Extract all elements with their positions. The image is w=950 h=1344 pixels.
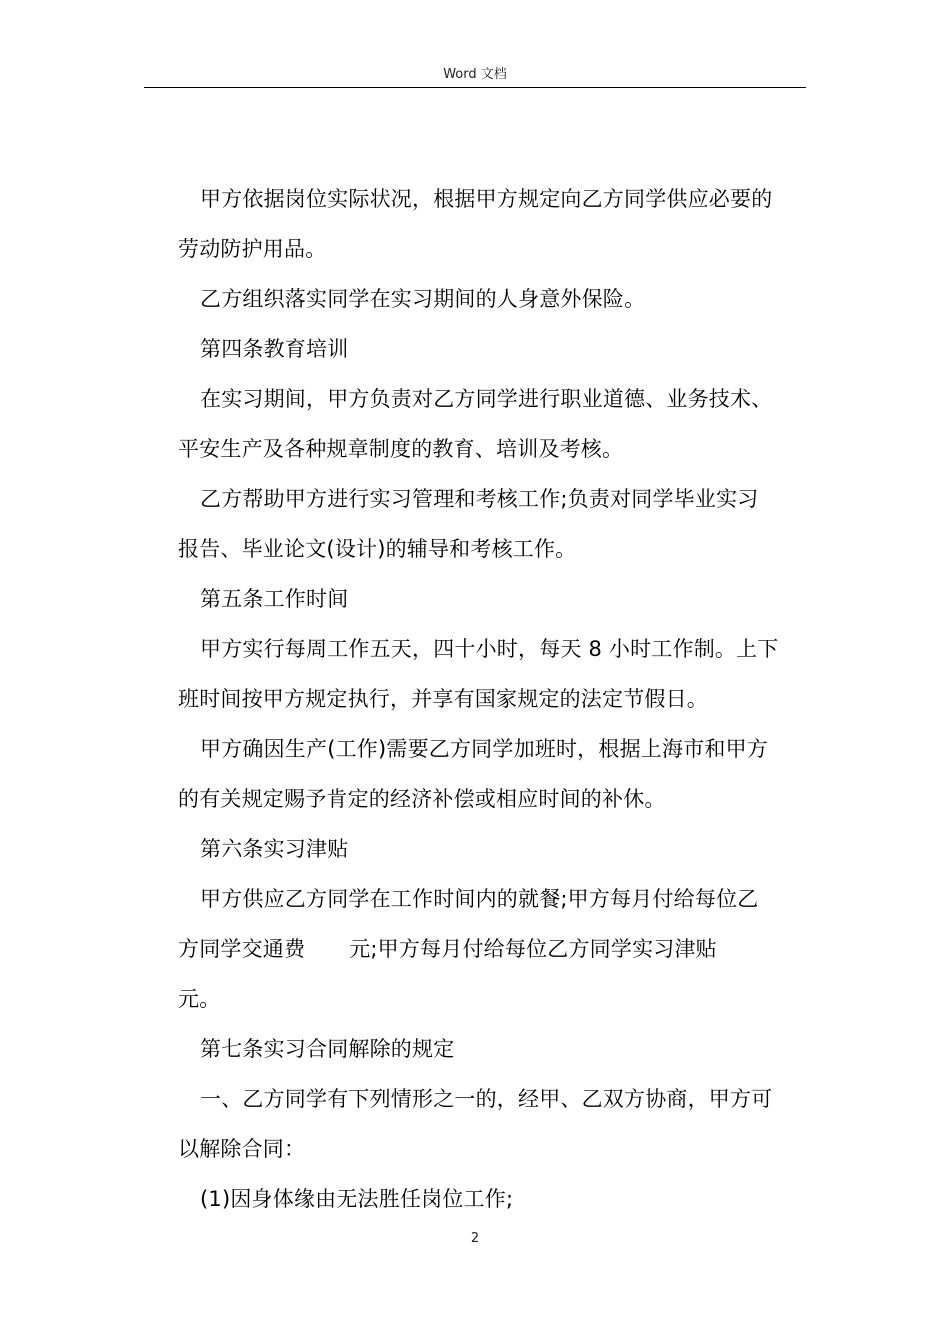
paragraph-line: (1)因身体缘由无法胜任岗位工作; [200, 1187, 514, 1211]
page-number: 2 [470, 1231, 480, 1246]
line-segment: 方同学交通费 [178, 937, 306, 961]
line-segment: 元;甲方每月付给每位乙方同学实习津贴 [349, 937, 717, 961]
paragraph-line: 元。 [178, 987, 221, 1011]
paragraph-line: 甲方依据岗位实际状况，根据甲方规定向乙方同学供应必要的 [200, 187, 773, 211]
paragraph-line: 乙方组织落实同学在实习期间的人身意外保险。 [200, 287, 646, 311]
page-header: Word 文档 [443, 67, 507, 82]
paragraph-line: 劳动防护用品。 [178, 237, 327, 261]
paragraph-line: 甲方实行每周工作五天，四十小时，每天 8 小时工作制。上下 [200, 637, 779, 661]
paragraph-line: 甲方确因生产(工作)需要乙方同学加班时，根据上海市和甲方 [200, 737, 768, 761]
paragraph-line: 平安生产及各种规章制度的教育、培训及考核。 [178, 437, 624, 461]
paragraph-line: 班时间按甲方规定执行，并享有国家规定的法定节假日。 [178, 687, 708, 711]
paragraph-line: 报告、毕业论文(设计)的辅导和考核工作。 [178, 537, 577, 561]
section-heading-5: 第五条工作时间 [200, 587, 349, 611]
paragraph-line: 的有关规定赐予肯定的经济补偿或相应时间的补休。 [178, 787, 666, 811]
paragraph-line: 一、乙方同学有下列情形之一的，经甲、乙双方协商，甲方可 [200, 1087, 773, 1111]
section-heading-6: 第六条实习津贴 [200, 837, 349, 861]
paragraph-line: 甲方供应乙方同学在工作时间内的就餐;甲方每月付给每位乙 [200, 887, 759, 911]
paragraph-line: 以解除合同： [178, 1137, 306, 1161]
section-heading-4: 第四条教育培训 [200, 337, 349, 361]
paragraph-line: 在实习期间，甲方负责对乙方同学进行职业道德、业务技术、 [200, 387, 773, 411]
section-heading-7: 第七条实习合同解除的规定 [200, 1037, 455, 1061]
paragraph-line [178, 934, 808, 964]
paragraph-line: 乙方帮助甲方进行实习管理和考核工作;负责对同学毕业实习 [200, 487, 759, 511]
